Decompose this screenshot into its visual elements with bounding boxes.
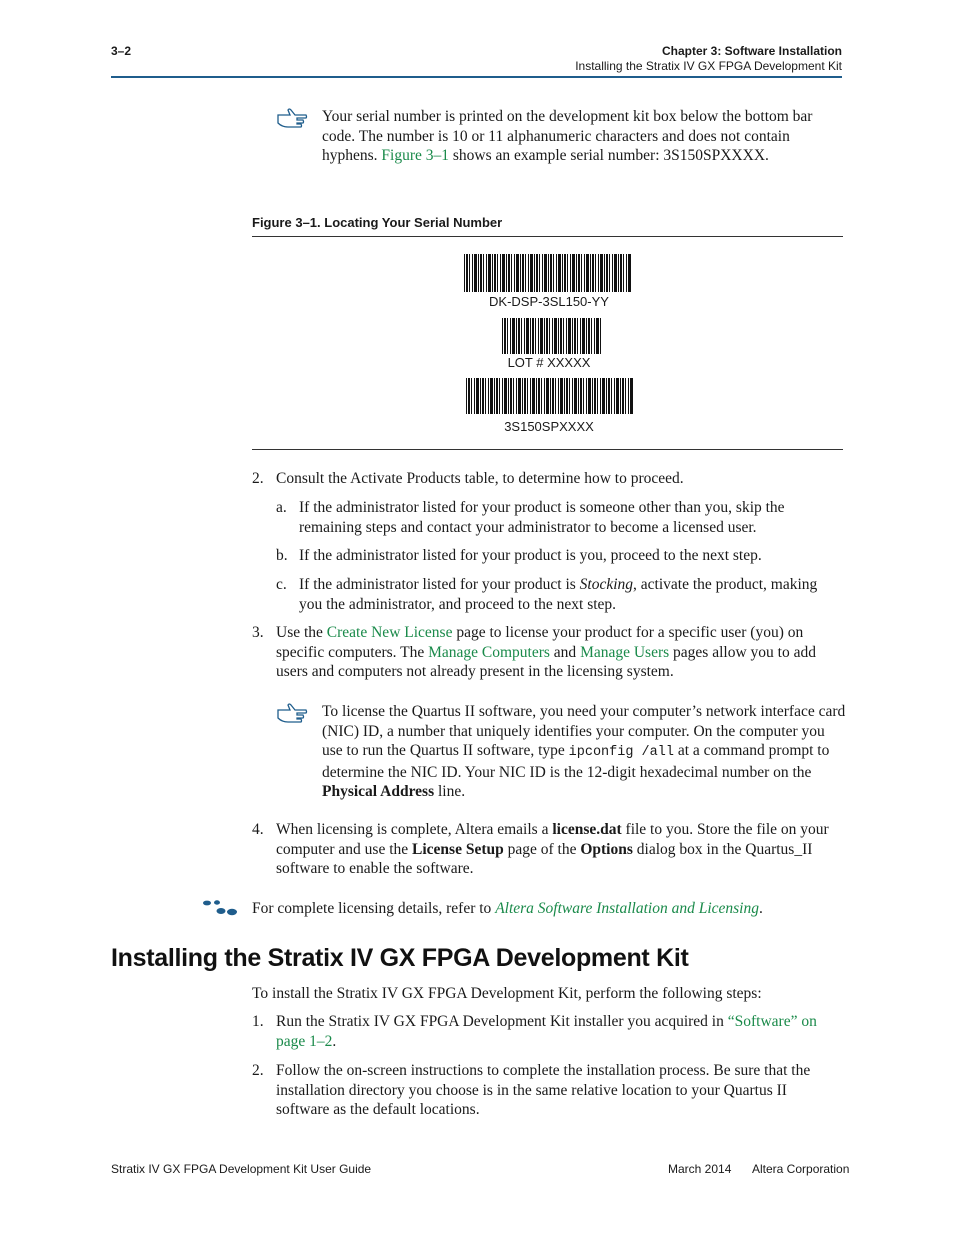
substep-text: If the administrator listed for your product is someone other than you, skip the remaining steps and contact your administrator to become a licensed user. [299, 499, 785, 536]
note-text-3: line. [434, 783, 466, 801]
substep-letter: a. [276, 499, 287, 516]
note-text-1: To license the Quartus II software, you need your computer’s network interface card (NIC) ID, a number that uniquely identifies your computer. On the computer you use to run the Quartus II software, type [322, 703, 846, 760]
footer-guide-title: Stratix IV GX FPGA Development Kit User Guide [111, 1162, 372, 1176]
substep-letter: b. [276, 547, 288, 564]
step-text-2: page to license your product for a specific user (you) on specific computers. The [276, 624, 804, 661]
serial-barcode-figure [458, 248, 640, 438]
figure-bottom-rule [252, 449, 843, 450]
step-text-3: page of the [503, 840, 581, 858]
chapter-title: Chapter 3: Software Installation [661, 44, 842, 58]
footprint-reference-icon [201, 899, 239, 917]
step-number: 3. [252, 624, 264, 641]
step-text-4: dialog box in the Quartus_II software to enable the software. [276, 840, 813, 878]
substep-letter: c. [276, 576, 287, 593]
section-heading: Installing the Stratix IV GX FPGA Development Kit [111, 944, 689, 972]
note-text [322, 107, 846, 166]
license-dat-term: license.dat [552, 821, 622, 838]
license-setup-term: License Setup [412, 840, 504, 858]
manage-users-link[interactable]: Manage Users [580, 643, 670, 661]
substep-text-b: , activate the product, making you the administrator, and proceed to the next step. [299, 576, 818, 613]
reference-end: . [758, 900, 763, 917]
step-text-3: and [549, 643, 581, 661]
section-title-header: Installing the Stratix IV GX FPGA Development Kit [575, 59, 842, 73]
step-number: 2. [252, 470, 264, 487]
footer-company: Altera Corporation [752, 1162, 850, 1176]
note-text [322, 702, 846, 802]
step-text: Follow the on-screen instructions to complete the installation process. Be sure that the installation directory you choose is in the same relative location to your Quartus II software as the default locations. [276, 1062, 811, 1119]
step-text [276, 623, 843, 682]
physical-address-term: Physical Address [322, 783, 435, 801]
step-text-2: file to you. Store the file on your computer and use the [276, 821, 829, 858]
pointing-hand-icon [276, 107, 308, 129]
figure-link[interactable]: Figure 3–1 [381, 147, 450, 165]
substep-text: If the administrator listed for your product is you, proceed to the next step. [299, 547, 762, 564]
figure-caption: Figure 3–1. Locating Your Serial Number [252, 215, 503, 230]
substep-text [299, 575, 843, 614]
barcode-label-serial: 3S150SPXXXX [504, 419, 594, 434]
step-number: 2. [252, 1062, 264, 1079]
options-term: Options [580, 840, 633, 858]
step-number: 4. [252, 821, 264, 838]
step-text-end: . [332, 1032, 337, 1050]
reference-note [252, 899, 843, 919]
create-new-license-link[interactable]: Create New License [326, 624, 453, 641]
barcode-serial [466, 378, 634, 414]
reference-text: For complete licensing details, refer to [252, 900, 496, 917]
note-text-a: Your serial number is printed on the development kit box below the bottom bar code. The number is 10 or 11 alphanumeric characters and does not contain hyphens. [322, 108, 813, 165]
note-text-2: at a command prompt to determine the NIC ID. Your NIC ID is the 12-digit hexadecimal number on the [322, 742, 830, 781]
substep-text-a: If the administrator listed for your product is [299, 576, 580, 593]
step-number: 1. [252, 1013, 264, 1030]
step-text: Consult the Activate Products table, to determine how to proceed. [276, 470, 684, 487]
barcode-label-lot: LOT # XXXXX [507, 355, 591, 370]
step-text-1: Use the [276, 624, 327, 641]
note-serial-number [276, 107, 846, 166]
step-text [276, 820, 843, 879]
barcode-label-product: DK-DSP-3SL150-YY [489, 294, 609, 309]
note-nic-id [276, 702, 846, 802]
barcode-product [464, 254, 632, 292]
header-rule [111, 76, 842, 78]
step-text-4: pages allow you to add users and computers not already present in the licensing system. [276, 643, 816, 681]
page-number: 3–2 [111, 44, 132, 58]
barcode-lot [502, 318, 602, 354]
running-header [575, 44, 842, 74]
figure-top-rule [252, 236, 843, 237]
ipconfig-command: ipconfig /all [568, 745, 674, 761]
section-intro: To install the Stratix IV GX FPGA Development Kit, perform the following steps: [252, 985, 762, 1002]
manage-computers-link[interactable]: Manage Computers [428, 643, 550, 661]
stocking-term: Stocking [579, 576, 634, 593]
licensing-guide-link[interactable]: Altera Software Installation and Licensing [495, 900, 759, 917]
step-text-1: Run the Stratix IV GX FPGA Development Kit installer you acquired in [276, 1013, 728, 1030]
footer-date: March 2014 [668, 1162, 732, 1176]
step-text-1: When licensing is complete, Altera emails a [276, 821, 553, 838]
note-text-b: shows an example serial number: 3S150SPXXXX. [449, 147, 769, 165]
software-page-link[interactable]: “Software” on page 1–2 [276, 1013, 817, 1050]
step-text [276, 1012, 843, 1051]
pointing-hand-icon [276, 702, 308, 724]
